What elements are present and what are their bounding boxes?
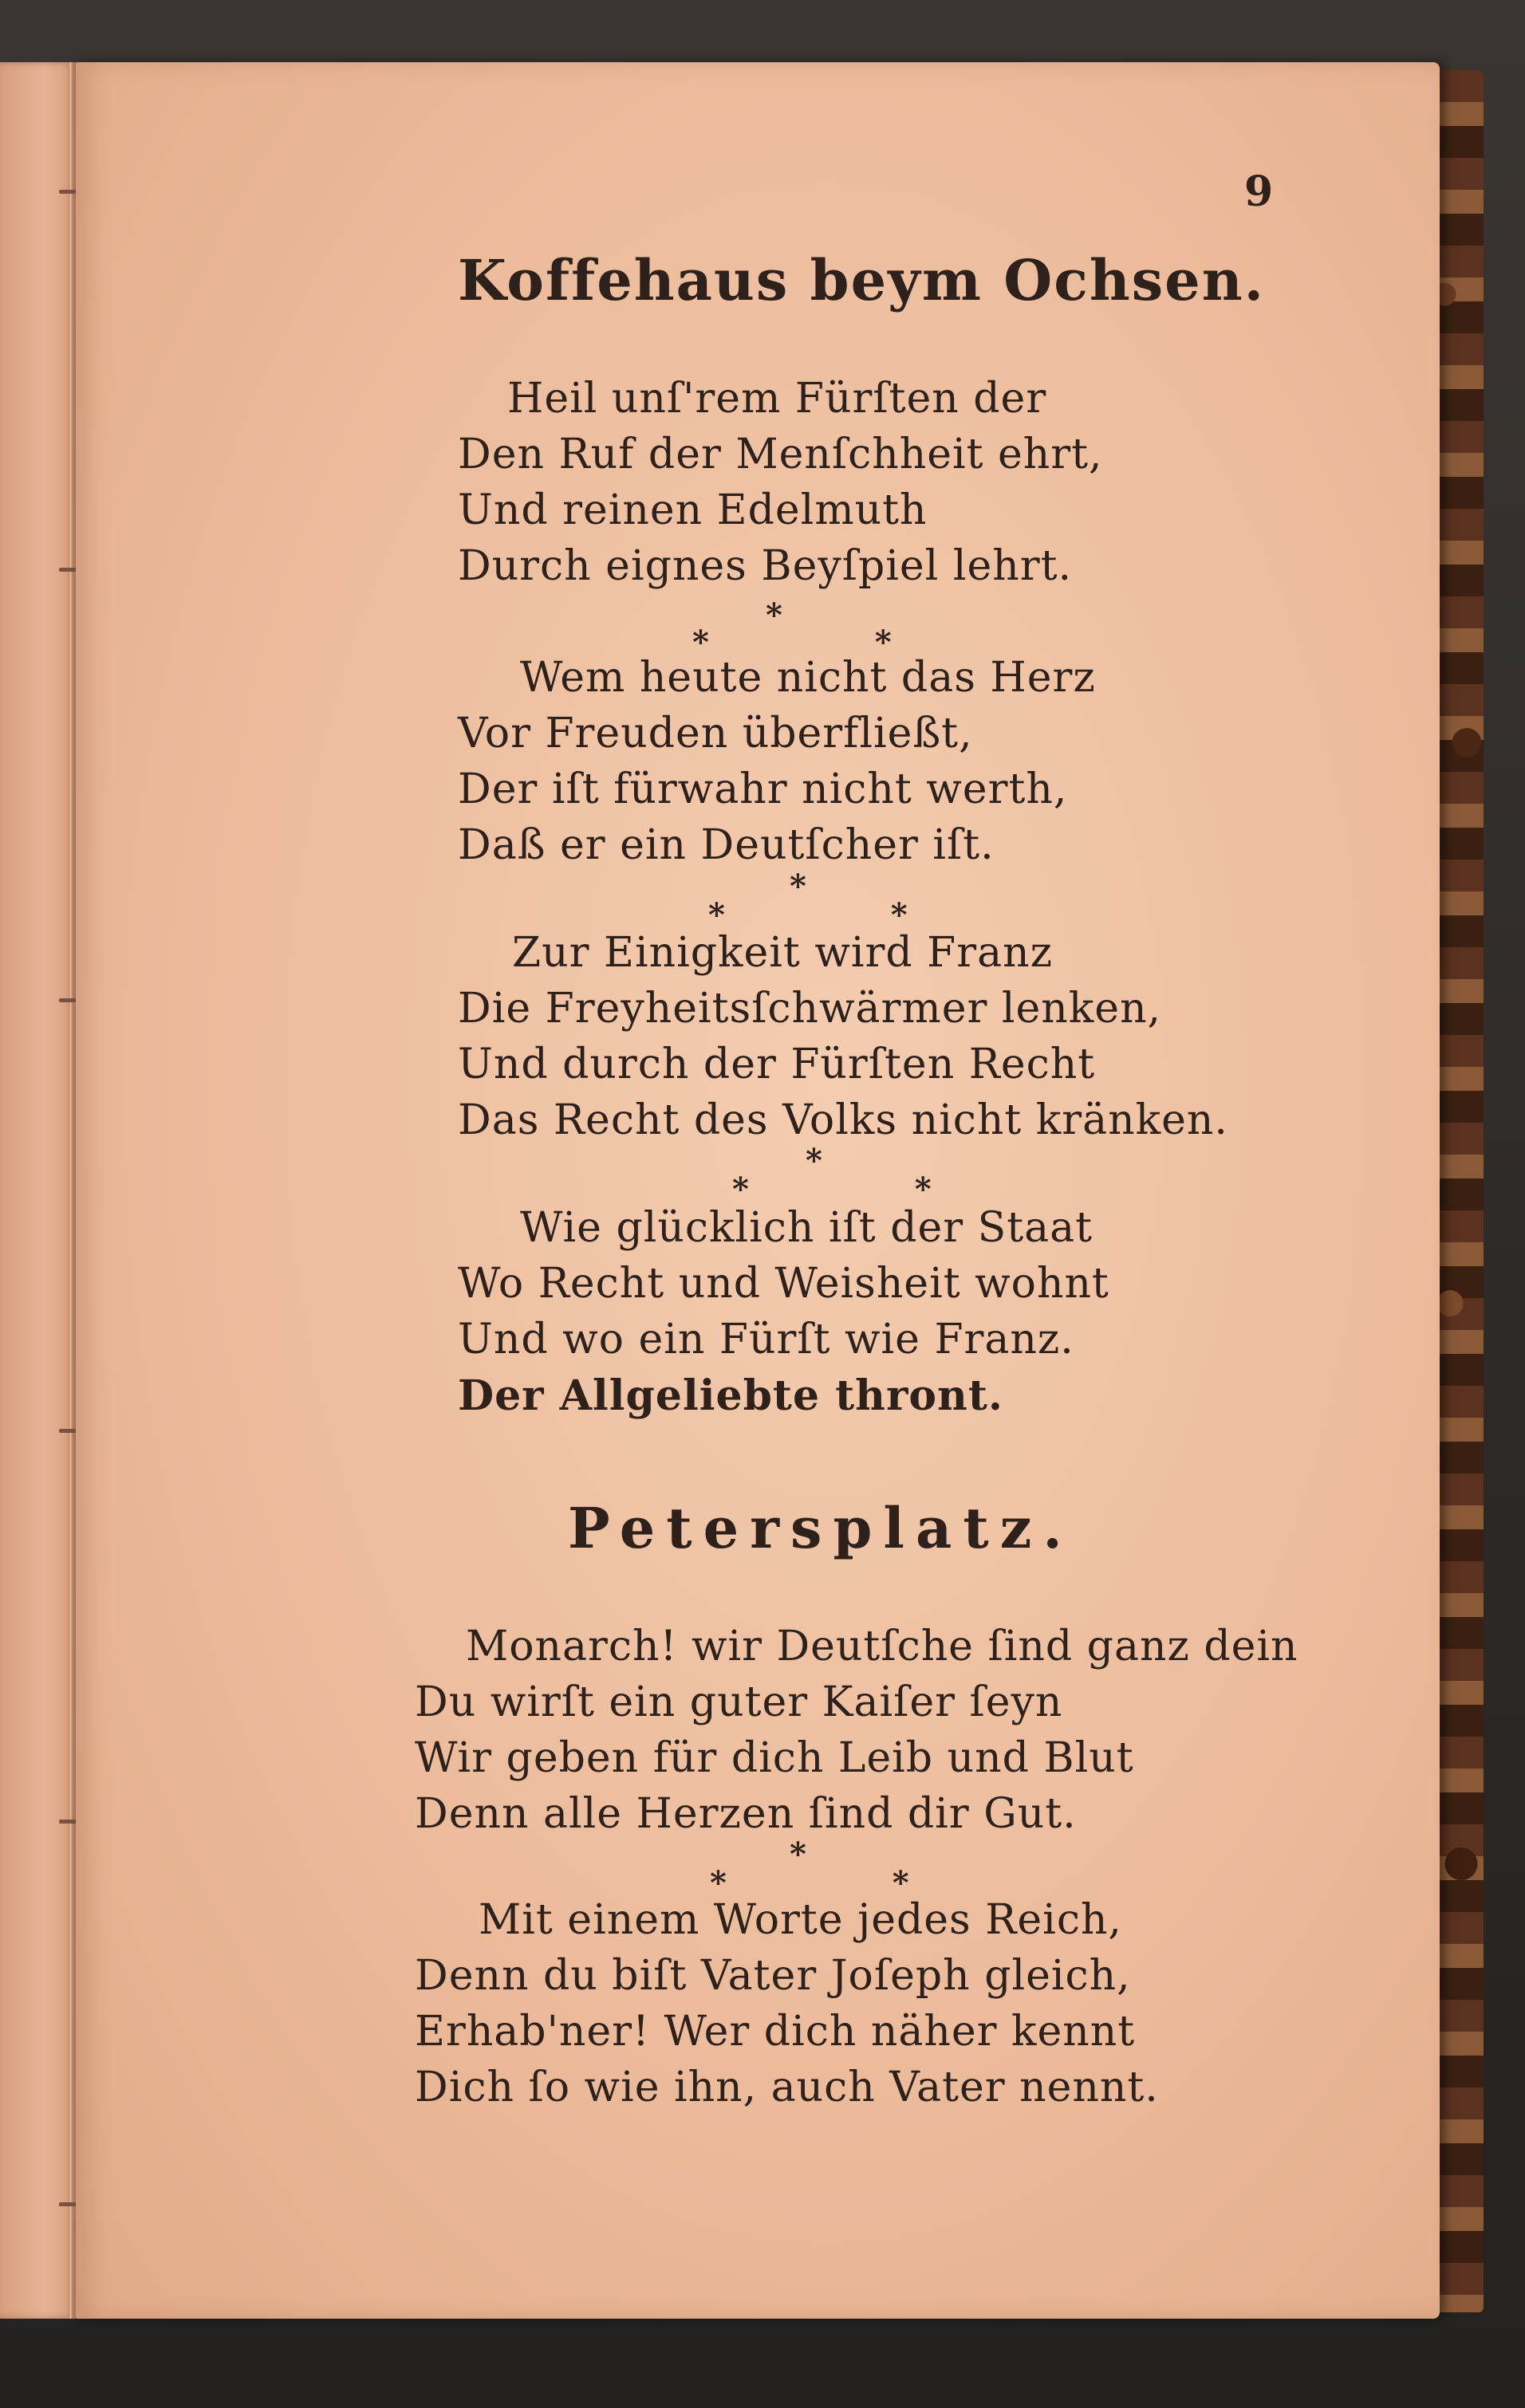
- verse-line: Daß er ein Deutſcher iſt.: [458, 821, 995, 869]
- section-title-koffehaus: Koffehaus beym Ochsen.: [458, 247, 1265, 313]
- verse-line: Und durch der Fürſten Recht: [458, 1041, 1096, 1088]
- verse-line: Der Allgeliebte thront.: [458, 1371, 1003, 1420]
- left-page-edge: [0, 62, 76, 2319]
- verse-line: Heil unſ'rem Fürſten der: [507, 375, 1047, 423]
- verse-line: Wo Recht und Weisheit wohnt: [458, 1260, 1109, 1308]
- stanza-separator: *: [790, 868, 806, 905]
- verse-line: Die Freyheitsſchwärmer lenken,: [458, 985, 1162, 1033]
- verse-line: Wie glücklich iſt der Staat: [520, 1204, 1094, 1252]
- verse-line: Durch eignes Beyſpiel lehrt.: [458, 542, 1072, 590]
- stanza-separator: * *: [708, 896, 956, 934]
- verse-line: Denn alle Herzen ſind dir Gut.: [415, 1790, 1077, 1838]
- stanza-separator: * *: [710, 1864, 957, 1902]
- page-number: 9: [1244, 167, 1275, 216]
- book-spine: [69, 62, 73, 2319]
- verse-line: Erhab'ner! Wer dich näher kennt: [415, 2008, 1136, 2056]
- verse-line: Monarch! wir Deutſche ſind ganz dein: [466, 1623, 1298, 1670]
- verse-line: Den Ruf der Menſchheit ehrt,: [458, 431, 1103, 478]
- stanza-separator: *: [766, 596, 782, 634]
- verse-line: Zur Einigkeit wird Franz: [512, 929, 1053, 977]
- verse-line: Du wirſt ein guter Kaiſer ſeyn: [415, 1678, 1063, 1726]
- section-title-petersplatz: Petersplatz.: [568, 1495, 1074, 1561]
- stanza-separator: *: [806, 1142, 822, 1179]
- verse-line: Denn du biſt Vater Joſeph gleich,: [415, 1952, 1131, 2000]
- verse-line: Mit einem Worte jedes Reich,: [479, 1896, 1122, 1944]
- verse-line: Dich ſo wie ihn, auch Vater nennt.: [415, 2064, 1159, 2111]
- stanza-separator: * *: [692, 624, 940, 661]
- verse-line: Wem heute nicht das Herz: [520, 654, 1096, 702]
- verse-line: Der iſt fürwahr nicht werth,: [458, 765, 1068, 813]
- verse-line: Und reinen Edelmuth: [458, 486, 928, 534]
- verse-line: Und wo ein Fürſt wie Franz.: [458, 1316, 1074, 1363]
- verse-line: Das Recht des Volks nicht kränken.: [458, 1096, 1228, 1144]
- verse-line: Vor Freuden überfließt,: [458, 710, 973, 757]
- verse-line: Wir geben für dich Leib und Blut: [415, 1734, 1134, 1782]
- stanza-separator: * *: [732, 1171, 979, 1208]
- stanza-separator: *: [790, 1836, 806, 1873]
